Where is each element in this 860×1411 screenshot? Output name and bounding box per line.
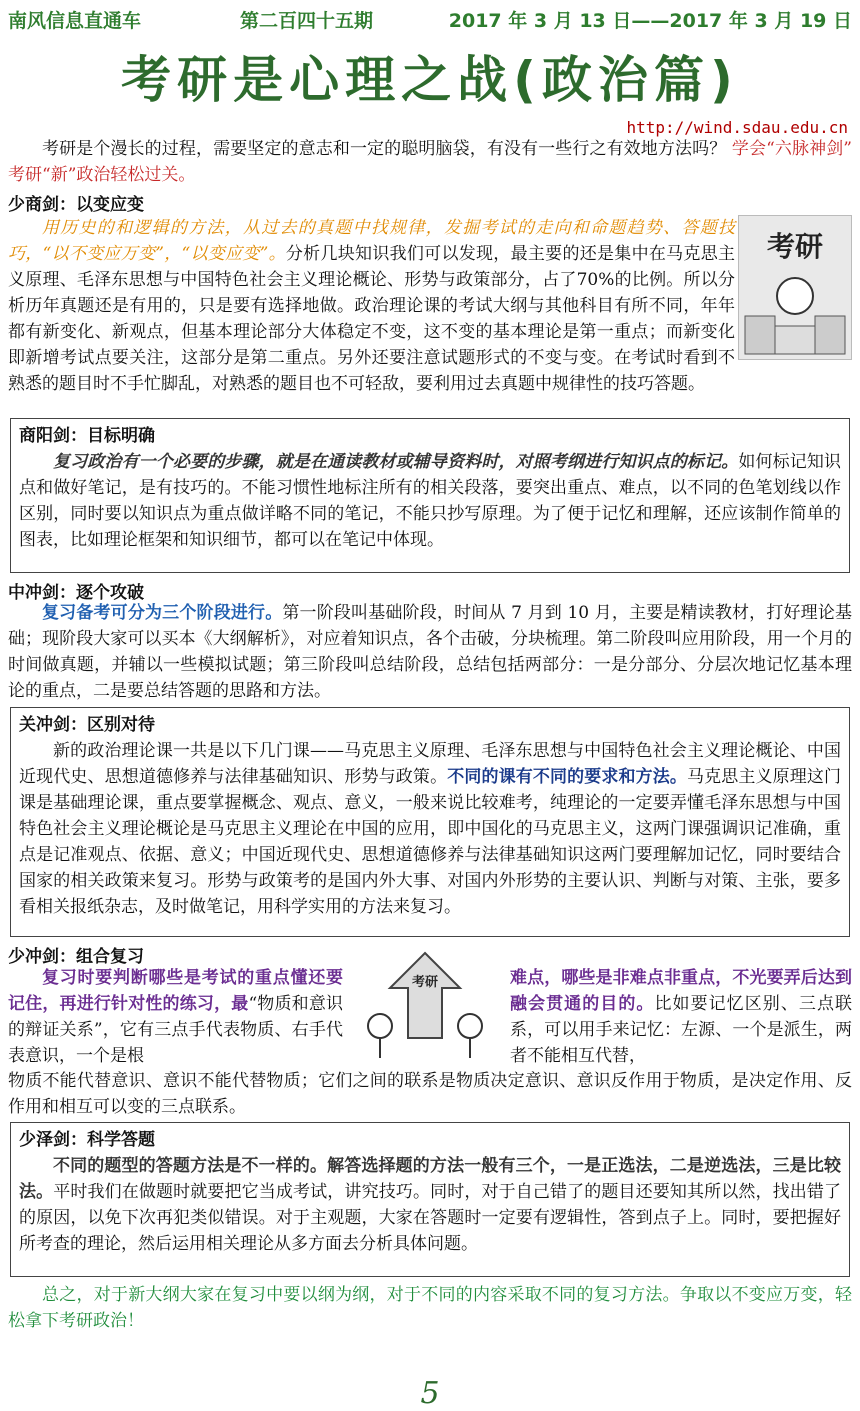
section-5-left-text: “物质和意识的辩证关系”，它有三点手代表物质、右手代表意识，一个是根 (8, 994, 343, 1066)
page-header (8, 6, 852, 32)
section-5-left-column (8, 965, 343, 1069)
kaoyan-cartoon-image (738, 215, 852, 360)
section-3-text: 第一阶段叫基础阶段，时间从 7 月到 10 月，主要是精读教材，打好理论基础；现阶段大家可以买本《大纲解析》，对应着知识点，各个击破，分块梳理。第二阶段叫应用阶段，用一个月的时间做真题，并辅以一些模拟试题；第三阶段叫总结阶段，总结包括两部分：一是分部分、分层次地记忆基本理论的重点，二是要总结答题的思路和方法。 (8, 603, 853, 701)
section-1-text: 分析几块知识我们可以发现，最主要的还是集中在马克思主义原理、毛泽东思想与中国特色社会主义理论概论、形势与政策部分，占了70%的比例。所以分析历年真题还是有用的，只是要有选择地做。政治理论课的考试大纲与其他科目有所不同，年年都有新变化、新观点，但基本理论部分大体稳定不变，这不变的基本理论是第一重点；而新变化即新增考试点要关注，这部分是第二重点。另外还要注意试题形式的不变与变。在考试时看到不熟悉的题目时不手忙脚乱，对熟悉的题目也不可轻敌，要利用过去真题中规律性的技巧答题。 (8, 244, 736, 394)
issue-dates: 2017 年 3 月 13 日——2017 年 3 月 19 日 (448, 10, 852, 32)
section-heading-2: 商阳剑：目标明确 (19, 426, 155, 446)
intro-paragraph (8, 136, 852, 188)
section-4-text-1: 新的政治理论课一共是以下几门课——马克思主义原理、毛泽东思想与中国特色社会主义理论概论、中国近现代史、思想道德修养与法律基础知识、形势与政策。 (19, 741, 841, 787)
site-url[interactable]: http://wind.sdau.edu.cn (626, 118, 848, 137)
section-heading-4: 关冲剑：区别对待 (19, 715, 155, 735)
intro-text: 考研是个漫长的过程，需要坚定的意志和一定的聪明脑袋，有没有一些行之有效地方法吗？ (42, 139, 727, 159)
page-number: 5 (420, 1376, 440, 1411)
section-6-box (10, 1122, 850, 1277)
kaoyan-arrow-image (350, 948, 500, 1063)
section-4-box (10, 707, 850, 937)
section-heading-6: 少泽剑：科学答题 (19, 1130, 155, 1150)
section-5-tail (8, 1068, 852, 1120)
section-4-highlight: 不同的课有不同的要求和方法。 (447, 767, 687, 787)
newsletter-name: 南风信息直通车 (8, 10, 142, 32)
section-5-tail-text: 物质不能代替意识、意识不能代替物质；它们之间的联系是物质决定意识、意识反作用于物质，是决定作用、反作用和相互可以变的三点联系。 (8, 1071, 852, 1117)
section-2-box (10, 418, 850, 573)
article-title: 考研是心理之战(政治篇) (121, 51, 739, 109)
conclusion-paragraph (8, 1282, 852, 1334)
conclusion-text: 总之，对于新大纲大家在复习中要以纲为纲，对于不同的内容采取不同的复习方法。争取以不变应万变，轻松拿下考研政治！ (8, 1285, 852, 1331)
arrow-caption: 考研 (411, 975, 439, 990)
section-5-left-highlight: 复习时要判断哪些是考试的重点懂还要记住，再进行针对性的练习，最 (8, 968, 343, 1014)
section-2-highlight: 复习政治有一个必要的步骤，就是在通读教材或辅导资料时，对照考纲进行知识点的标记。 (53, 452, 739, 472)
section-5-right-highlight: 难点，哪些是非难点非重点，不光要弄后达到融会贯通的目的。 (510, 968, 852, 1014)
cartoon-caption: 考研 (766, 230, 824, 263)
section-5-right-text-b: 区别、三点联系，可以用手来记忆：左源、一个是派生，两者不能相互代替， (510, 994, 853, 1066)
section-heading-3: 中冲剑：逐个攻破 (8, 583, 144, 603)
section-5-right-column (510, 965, 852, 1069)
section-heading-5: 少冲剑：组合复习 (8, 947, 144, 967)
section-4-text-2: 马克思主义原理这门课是基础理论课，重点要掌握概念、观点、意义，一般来说比较难考，纯理论的一定要弄懂毛泽东思想与中国特色社会主义理论概论是马克思主义理论在中国的应用，即中国化的马克思主义，这两门课强调识记准确，重点是记准观点、依据、意义；中国近现代史、思想道德修养与法律基础知识这两门要理解加记忆，同时要结合国家的相关政策来复习。形势与政策考的是国内外大事、对国内外形势的主要认识、判断与对策、主张，要多看相关报纸杂志，及时做笔记，用科学实用的方法来复习。 (19, 767, 842, 917)
intro-highlight: 学会“六脉神剑” 考研“新”政治轻松过关。 (8, 139, 852, 185)
section-heading-1: 少商剑：以变应变 (8, 195, 144, 215)
section-3-body (8, 600, 852, 704)
issue-number: 第二百四十五期 (240, 10, 374, 32)
section-6-text: 平时我们在做题时就要把它当成考试，讲究技巧。同时，对于自己错了的题目还要知其所以然，找出错了的原因，以免下次再犯类似错误。对于主观题，大家在答题时一定要有逻辑性，答到点子上。同时，要把握好所考查的理论，然后运用相关理论从多方面去分析具体问题。 (19, 1182, 842, 1254)
section-1-highlight: 用历史的和逻辑的方法，从过去的真题中找规律，发掘考试的走向和命题趋势、答题技巧，“以不变应万变”，“以变应变”。 (8, 218, 735, 264)
section-1-body (8, 215, 735, 397)
section-3-highlight: 复习备考可分为三个阶段进行。 (42, 603, 283, 623)
section-6-highlight: 不同的题型的答题方法是不一样的。解答选择题的方法一般有三个，一是正选法，二是逆选法，三是比较法。 (19, 1156, 841, 1202)
section-2-text: 如何标记知识点和做好笔记，是有技巧的。不能习惯性地标注所有的相关段落，要突出重点、难点，以不同的色笔划线以作区别，同时要以知识点为重点做详略不同的笔记，不能只抄写原理。为了便于记忆和理解，还应该制作简单的图表，比如理论框架和知识细节，都可以在笔记中体现。 (19, 452, 842, 550)
section-5-right-text-a: 比如要记忆 (654, 994, 745, 1014)
